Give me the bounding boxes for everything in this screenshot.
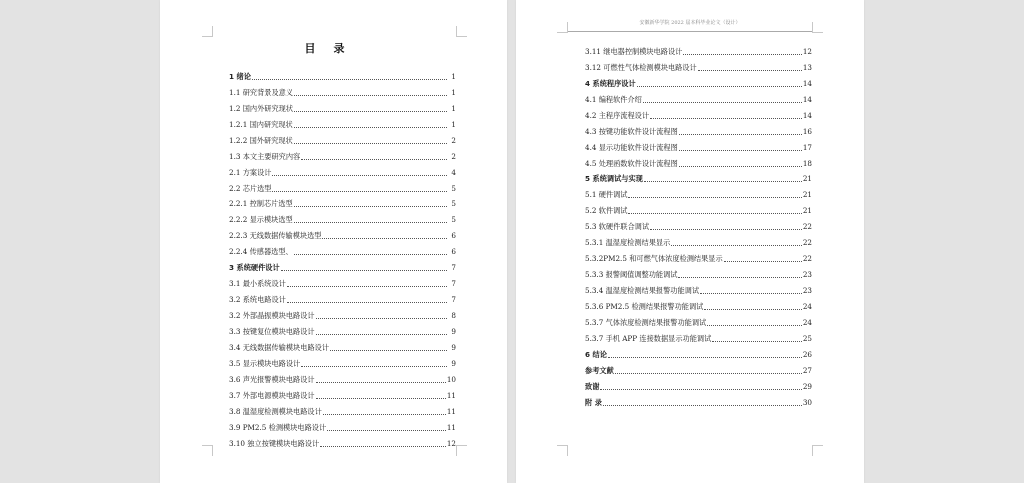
document-page-2 bbox=[516, 0, 864, 483]
toc-entry[interactable] bbox=[229, 354, 456, 370]
toc-entry-label: 5.3.1 温湿度检测结果显示 bbox=[585, 238, 671, 248]
dot-leader bbox=[644, 181, 802, 182]
toc-entry-label: 3.10 独立按键模块电路设计 bbox=[229, 438, 320, 448]
toc-entry-label: 2.2.2 显示模块选型 bbox=[229, 215, 293, 225]
dot-leader bbox=[679, 166, 802, 167]
dot-leader bbox=[294, 127, 447, 128]
dot-leader bbox=[320, 446, 446, 447]
dot-leader bbox=[330, 350, 447, 351]
toc-entry[interactable] bbox=[585, 313, 812, 329]
toc-entry-page-number: 5 bbox=[451, 183, 456, 193]
toc-entry-label: 4 系统程序设计 bbox=[585, 78, 636, 88]
dot-leader bbox=[316, 334, 447, 335]
toc-entry-page-number: 30 bbox=[802, 397, 812, 407]
dot-leader bbox=[712, 341, 802, 342]
dot-leader bbox=[603, 405, 802, 406]
toc-entry[interactable] bbox=[585, 233, 812, 249]
toc-entry-label: 4.1 编程软件介绍 bbox=[585, 94, 642, 104]
dot-leader bbox=[327, 430, 446, 431]
corner-mark-bottom-right bbox=[812, 445, 823, 456]
toc-entry-label: 3.11 继电器控制模块电路设计 bbox=[585, 46, 683, 56]
corner-mark-bottom-left bbox=[202, 445, 213, 456]
toc-entry-page-number: 29 bbox=[802, 381, 812, 391]
toc-entry-label: 附 录 bbox=[585, 397, 602, 407]
toc-entry-label: 1.2.2 国外研究现状 bbox=[229, 135, 293, 145]
dot-leader bbox=[294, 95, 447, 96]
dot-leader bbox=[287, 302, 447, 303]
dot-leader bbox=[671, 245, 802, 246]
toc-entry-page-number: 11 bbox=[446, 406, 456, 416]
toc-title: 目录 bbox=[304, 42, 363, 55]
corner-mark-bottom-right bbox=[456, 445, 467, 456]
toc-entry-page-number: 22 bbox=[802, 222, 812, 232]
toc-entry[interactable] bbox=[229, 306, 456, 322]
toc-entry-label: 3.6 声光报警模块电路设计 bbox=[229, 374, 315, 384]
toc-entry-label: 3.5 显示模块电路设计 bbox=[229, 358, 301, 368]
corner-mark-top-right bbox=[456, 26, 467, 37]
toc-entry[interactable] bbox=[585, 170, 812, 186]
dot-leader bbox=[301, 366, 447, 367]
toc-entry-page-number: 16 bbox=[802, 126, 812, 136]
toc-entry[interactable] bbox=[229, 226, 456, 242]
toc-entry-page-number: 21 bbox=[802, 174, 812, 184]
dot-leader bbox=[683, 54, 801, 55]
dot-leader bbox=[643, 102, 802, 103]
header-rule bbox=[567, 31, 812, 32]
toc-entry-page-number: 5 bbox=[451, 215, 456, 225]
toc-entry[interactable] bbox=[585, 74, 812, 90]
toc-entry-page-number: 12 bbox=[446, 438, 456, 448]
toc-entry-page-number: 2 bbox=[451, 135, 456, 145]
toc-entry[interactable] bbox=[229, 83, 456, 99]
dot-leader bbox=[294, 143, 447, 144]
toc-entry-page-number: 26 bbox=[802, 349, 812, 359]
toc-entry-label: 3.1 最小系统设计 bbox=[229, 279, 286, 289]
toc-entry[interactable] bbox=[229, 131, 456, 147]
dot-leader bbox=[707, 325, 802, 326]
toc-entry-label: 4.4 显示功能软件设计流程图 bbox=[585, 142, 678, 152]
dot-leader bbox=[316, 318, 447, 319]
toc-entry[interactable] bbox=[229, 99, 456, 115]
dot-leader bbox=[294, 222, 447, 223]
toc-entry[interactable] bbox=[585, 90, 812, 106]
dot-leader bbox=[679, 150, 802, 151]
toc-entry-page-number: 11 bbox=[446, 390, 456, 400]
dot-leader bbox=[700, 293, 802, 294]
dot-leader bbox=[608, 357, 802, 358]
dot-leader bbox=[615, 373, 802, 374]
toc-entry[interactable] bbox=[585, 154, 812, 170]
toc-entry-page-number: 6 bbox=[451, 231, 456, 241]
toc-entry-label: 2.2.3 无线数据传输模块选型 bbox=[229, 231, 322, 241]
toc-entry[interactable] bbox=[229, 147, 456, 163]
corner-mark-top-right bbox=[812, 22, 823, 33]
toc-entry-label: 5.3.3 报警阈值调整功能调试 bbox=[585, 270, 678, 280]
dot-leader bbox=[724, 261, 802, 262]
toc-entry-label: 1.2 国内外研究现状 bbox=[229, 103, 294, 113]
toc-entry[interactable] bbox=[585, 42, 812, 58]
dot-leader bbox=[272, 191, 447, 192]
toc-entry-label: 5 系统调试与实现 bbox=[585, 174, 643, 184]
toc-entry-page-number: 18 bbox=[802, 158, 812, 168]
toc-entry-page-number: 14 bbox=[802, 94, 812, 104]
dot-leader bbox=[252, 79, 447, 80]
toc-entry-label: 3.12 可燃性气体检测模块电路设计 bbox=[585, 62, 697, 72]
toc-entry[interactable] bbox=[229, 370, 456, 386]
toc-entry[interactable] bbox=[229, 274, 456, 290]
toc-entry-page-number: 9 bbox=[451, 358, 456, 368]
toc-entry[interactable] bbox=[585, 297, 812, 313]
dot-leader bbox=[600, 389, 801, 390]
toc-entry[interactable] bbox=[585, 377, 812, 393]
toc-entry-page-number: 14 bbox=[802, 110, 812, 120]
toc-entry-label: 3.2 外部晶振模块电路设计 bbox=[229, 311, 315, 320]
toc-entry[interactable] bbox=[585, 138, 812, 154]
toc-entry-label: 2.2 芯片选型 bbox=[229, 183, 272, 193]
toc-entry[interactable] bbox=[229, 115, 456, 131]
dot-leader bbox=[281, 270, 447, 271]
table-of-contents-page-1 bbox=[229, 67, 456, 450]
toc-entry-page-number: 6 bbox=[451, 247, 456, 257]
dot-leader bbox=[678, 277, 801, 278]
toc-entry-label: 2.2.1 控制芯片选型 bbox=[229, 199, 293, 209]
toc-entry-page-number: 17 bbox=[802, 142, 812, 152]
toc-entry-page-number: 25 bbox=[802, 333, 812, 343]
toc-entry-label: 3 系统硬件设计 bbox=[229, 263, 280, 273]
toc-entry-page-number: 22 bbox=[802, 254, 812, 264]
toc-entry[interactable] bbox=[229, 434, 456, 450]
dot-leader bbox=[294, 254, 447, 255]
corner-mark-bottom-left bbox=[557, 445, 568, 456]
toc-entry-page-number: 7 bbox=[451, 263, 456, 273]
toc-entry-page-number: 23 bbox=[802, 286, 812, 295]
page-header: 安徽新华学院 2022 届本科毕业论文（设计） bbox=[639, 20, 741, 26]
dot-leader bbox=[679, 134, 802, 135]
toc-entry[interactable] bbox=[585, 329, 812, 345]
toc-entry-page-number: 23 bbox=[802, 270, 812, 280]
toc-entry-label: 4.2 主程序流程设计 bbox=[585, 110, 650, 120]
toc-entry-label: 1.1 研究背景及意义 bbox=[229, 87, 294, 97]
toc-entry-page-number: 21 bbox=[802, 206, 812, 216]
toc-entry[interactable] bbox=[229, 242, 456, 258]
toc-entry[interactable] bbox=[585, 217, 812, 233]
toc-entry-label: 3.4 无线数据传输模块电路设计 bbox=[229, 342, 329, 352]
toc-entry-page-number: 5 bbox=[451, 199, 456, 209]
toc-entry[interactable] bbox=[585, 249, 812, 265]
toc-entry-page-number: 14 bbox=[802, 78, 812, 88]
toc-entry[interactable] bbox=[229, 179, 456, 195]
toc-entry[interactable] bbox=[229, 402, 456, 418]
toc-entry-page-number: 7 bbox=[451, 295, 456, 305]
corner-mark-top-left bbox=[557, 22, 568, 33]
toc-entry-label: 1.2.1 国内研究现状 bbox=[229, 119, 293, 129]
toc-entry[interactable] bbox=[229, 418, 456, 434]
toc-entry[interactable] bbox=[229, 322, 456, 338]
toc-entry-page-number: 24 bbox=[802, 301, 812, 311]
dot-leader bbox=[316, 382, 446, 383]
dot-leader bbox=[323, 414, 446, 415]
dot-leader bbox=[637, 86, 802, 87]
dot-leader bbox=[272, 175, 447, 176]
toc-entry-label: 5.3.7 手机 APP 连接数据显示功能调试 bbox=[585, 333, 712, 343]
dot-leader bbox=[628, 197, 801, 198]
toc-entry-label: 5.1 硬件调试 bbox=[585, 190, 628, 200]
toc-entry[interactable] bbox=[585, 361, 812, 377]
toc-entry[interactable] bbox=[229, 386, 456, 402]
toc-entry-label: 5.3 软硬件联合调试 bbox=[585, 222, 650, 232]
toc-entry-label: 4.5 处理函数软件设计流程图 bbox=[585, 158, 678, 168]
toc-entry[interactable] bbox=[229, 290, 456, 306]
toc-entry[interactable] bbox=[585, 281, 812, 297]
toc-entry-label: 3.8 温湿度检测模块电路设计 bbox=[229, 406, 322, 416]
toc-entry[interactable] bbox=[229, 67, 456, 83]
toc-entry-page-number: 8 bbox=[451, 311, 456, 320]
toc-entry[interactable] bbox=[229, 163, 456, 179]
toc-entry-page-number: 24 bbox=[802, 317, 812, 327]
toc-entry[interactable] bbox=[585, 106, 812, 122]
toc-entry-page-number: 11 bbox=[446, 422, 456, 432]
toc-entry[interactable] bbox=[585, 185, 812, 201]
toc-entry-label: 3.3 按键复位模块电路设计 bbox=[229, 326, 315, 336]
dot-leader bbox=[322, 238, 447, 239]
toc-entry-label: 6 结论 bbox=[585, 349, 607, 359]
dot-leader bbox=[294, 111, 447, 112]
toc-entry-page-number: 10 bbox=[446, 374, 456, 384]
toc-entry[interactable] bbox=[585, 58, 812, 74]
toc-entry-label: 参考文献 bbox=[585, 365, 614, 375]
toc-entry-label: 致谢 bbox=[585, 381, 600, 391]
toc-entry[interactable] bbox=[585, 122, 812, 138]
toc-entry-page-number: 1 bbox=[451, 87, 456, 97]
dot-leader bbox=[294, 206, 447, 207]
toc-entry-label: 5.3.2PM2.5 和可燃气体浓度检测结果显示 bbox=[585, 254, 723, 264]
toc-entry-page-number: 1 bbox=[451, 71, 456, 81]
toc-entry-page-number: 9 bbox=[451, 326, 456, 336]
toc-entry-label: 5.3.4 温湿度检测结果报警功能调试 bbox=[585, 286, 700, 295]
corner-mark-top-left bbox=[202, 26, 213, 37]
toc-entry[interactable] bbox=[229, 338, 456, 354]
dot-leader bbox=[704, 309, 801, 310]
toc-entry-label: 3.7 外部电源模块电路设计 bbox=[229, 390, 315, 400]
toc-entry-page-number: 21 bbox=[802, 190, 812, 200]
dot-leader bbox=[287, 286, 447, 287]
toc-entry-label: 5.3.7 气体浓度检测结果报警功能调试 bbox=[585, 317, 707, 327]
toc-entry-label: 5.3.6 PM2.5 检测结果报警功能调试 bbox=[585, 301, 704, 311]
dot-leader bbox=[316, 398, 446, 399]
toc-entry[interactable] bbox=[585, 201, 812, 217]
table-of-contents-page-2 bbox=[585, 42, 812, 409]
toc-entry-label: 4.3 按键功能软件设计流程图 bbox=[585, 126, 678, 136]
toc-entry-page-number: 13 bbox=[802, 62, 812, 72]
toc-entry-page-number: 2 bbox=[451, 151, 456, 161]
toc-entry-label: 3.9 PM2.5 检测模块电路设计 bbox=[229, 422, 327, 432]
toc-entry[interactable] bbox=[585, 393, 812, 409]
toc-entry[interactable] bbox=[585, 345, 812, 361]
toc-entry-page-number: 9 bbox=[451, 342, 456, 352]
toc-entry-page-number: 7 bbox=[451, 279, 456, 289]
toc-entry[interactable] bbox=[585, 265, 812, 281]
toc-entry-label: 3.2 系统电路设计 bbox=[229, 295, 286, 305]
toc-entry-page-number: 1 bbox=[451, 119, 456, 129]
toc-entry[interactable] bbox=[229, 210, 456, 226]
dot-leader bbox=[301, 159, 447, 160]
dot-leader bbox=[628, 213, 801, 214]
dot-leader bbox=[698, 70, 802, 71]
toc-entry-page-number: 22 bbox=[802, 238, 812, 248]
toc-entry-page-number: 4 bbox=[451, 167, 456, 177]
toc-entry-label: 2.1 方案设计 bbox=[229, 167, 272, 177]
toc-entry[interactable] bbox=[229, 258, 456, 274]
document-page-1 bbox=[160, 0, 507, 483]
toc-entry-label: 2.2.4 传感器选型、 bbox=[229, 247, 293, 257]
dot-leader bbox=[650, 118, 802, 119]
toc-entry-page-number: 27 bbox=[802, 365, 812, 375]
dot-leader bbox=[650, 229, 802, 230]
toc-entry[interactable] bbox=[229, 195, 456, 211]
toc-entry-page-number: 1 bbox=[451, 103, 456, 113]
toc-entry-label: 1 绪论 bbox=[229, 71, 251, 81]
toc-entry-label: 1.3 本文主要研究内容 bbox=[229, 151, 301, 161]
toc-entry-page-number: 12 bbox=[802, 46, 812, 56]
toc-entry-label: 5.2 软件调试 bbox=[585, 206, 628, 216]
